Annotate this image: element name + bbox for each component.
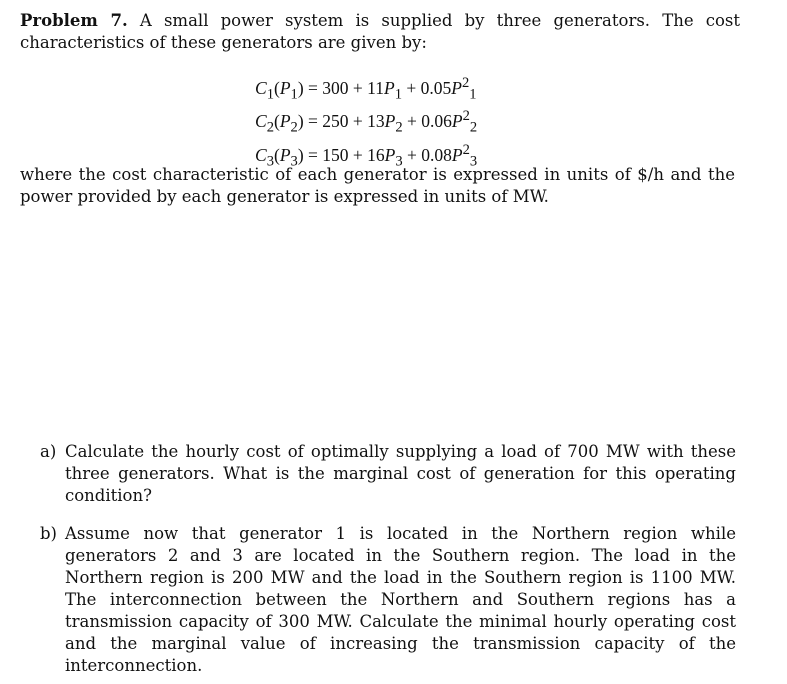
part-a-text: Calculate the hourly cost of optimally supplying a load of 700 MW with these three generators. What is the marginal cost of generation for this operating condition? [65,442,736,505]
units-paragraph: where the cost characteristic of each generator is expressed in units of $/h and the power provided by each generator is expressed in units of MW. [20,165,735,206]
cost-equation-1: $C_1(P_1) = 300 + 11P_1 + 0.05P^2_1$ [255,75,477,103]
problem-label: Problem 7. [20,11,128,30]
cost-equation-2: $C_2(P_2) = 250 + 13P_2 + 0.06P^2_2$ [255,108,478,136]
part-a [40,441,736,507]
part-b [40,523,736,677]
part-a-marker: a) [40,442,57,461]
part-b-marker: b) [40,524,57,543]
part-b-text: Assume now that generator 1 is located in the Northern region while generators 2 and 3 are located in the Southern region. The load in the Northern region is 200 MW and the load in the Southern region is 1100 MW. The interconnection between the Northern and Southern regions has a transmission capacity of 300 MW. Calculate the minimal hourly operating cost and the marginal value of increasing the transmission capacity of the interconnection. [65,524,736,675]
cost-equation-3: $C_3(P_3) = 150 + 16P_3 + 0.08P^2_3$ [255,141,478,169]
problem-intro [20,10,740,54]
cost-equations [255,72,477,172]
problem-intro-text: A small power system is supplied by three generators. The cost characteristics of these generators are given by: [20,11,741,52]
